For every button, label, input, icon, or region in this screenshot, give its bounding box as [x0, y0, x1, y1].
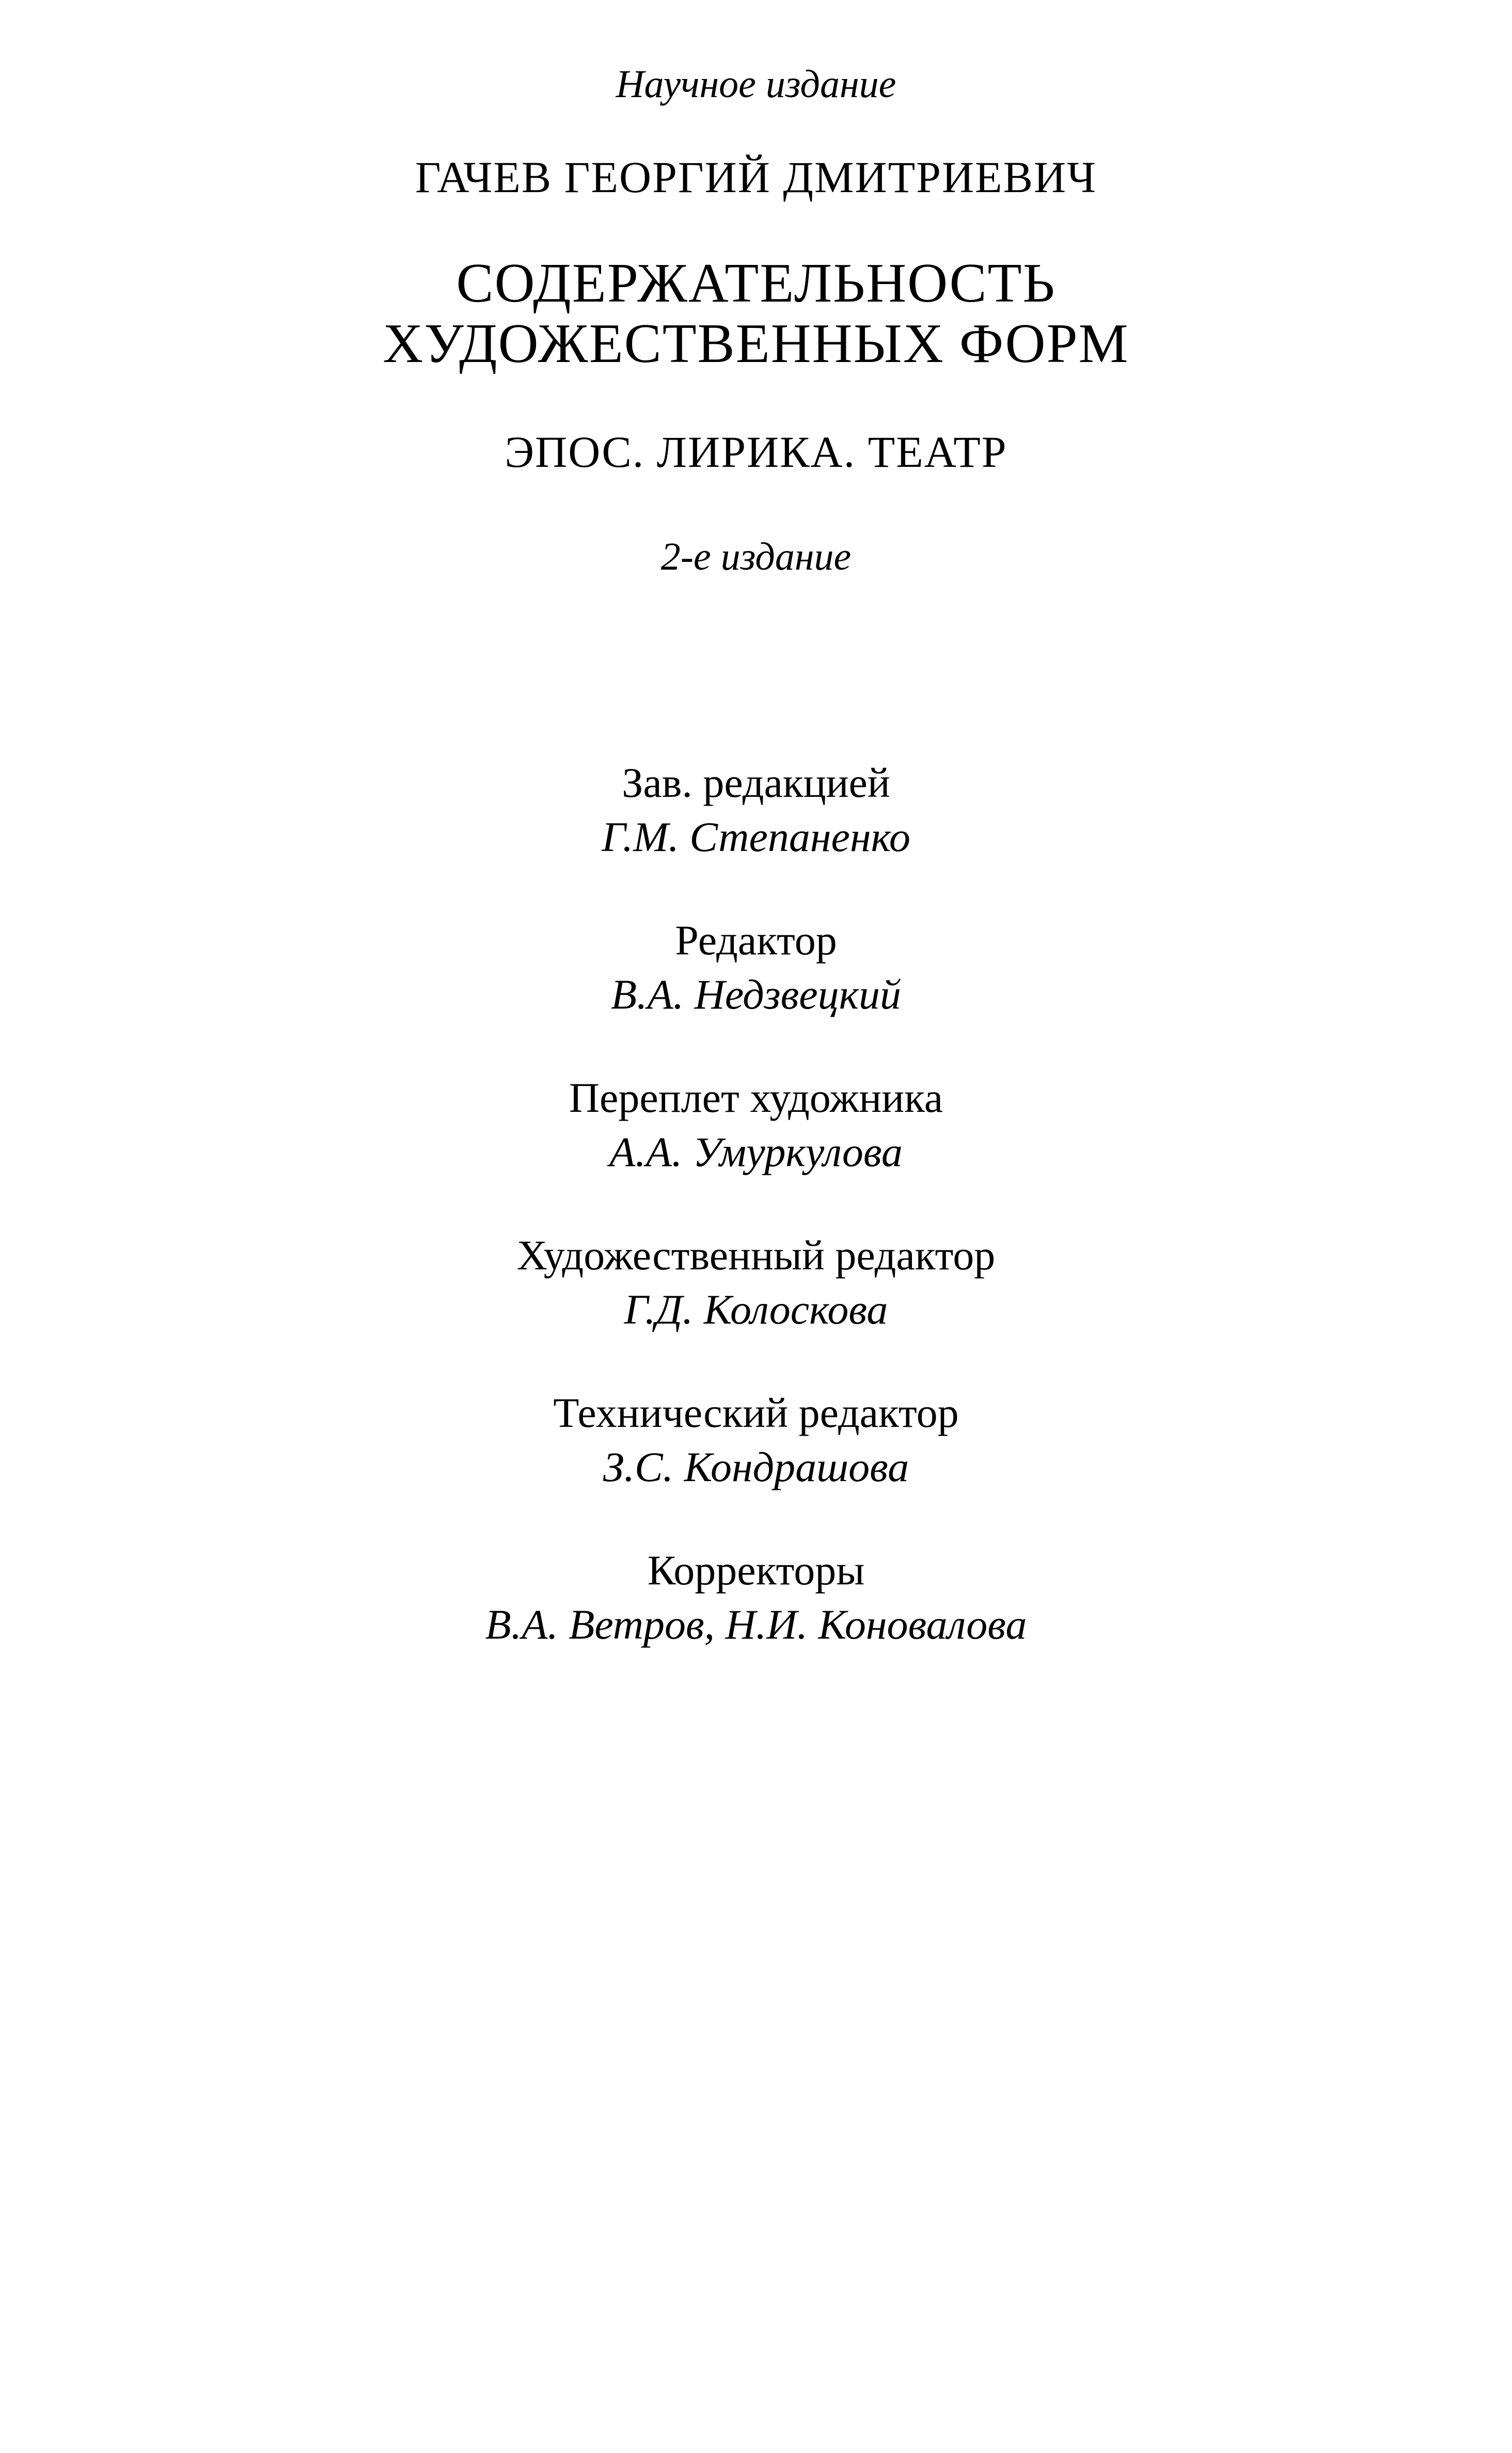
author-name: ГАЧЕВ ГЕОРГИЙ ДМИТРИЕВИЧ: [415, 152, 1097, 202]
credit-name-technical-editor: З.С. Кондрашова: [603, 1443, 909, 1490]
edition-number: 2-е издание: [660, 535, 852, 578]
credit-role-head-editor: Зав. редакцией: [622, 759, 890, 806]
credit-role-technical-editor: Технический редактор: [553, 1389, 959, 1436]
edition-type: Научное издание: [616, 62, 896, 106]
credit-name-editor: В.А. Недзвецкий: [610, 971, 902, 1018]
book-title-line-1: СОДЕРЖАТЕЛЬНОСТЬ: [456, 253, 1056, 314]
book-title-line-2: ХУДОЖЕСТВЕННЫХ ФОРМ: [383, 313, 1129, 374]
credit-name-proofreaders: В.А. Ветров, Н.И. Коновалова: [485, 1601, 1027, 1648]
credit-name-binding-artist: А.А. Умуркулова: [609, 1128, 903, 1175]
book-subtitle: ЭПОС. ЛИРИКА. ТЕАТР: [505, 427, 1007, 477]
credit-name-art-editor: Г.Д. Колоскова: [624, 1286, 888, 1333]
credit-role-editor: Редактор: [675, 917, 837, 964]
credit-role-proofreaders: Корректоры: [647, 1547, 865, 1594]
credit-role-binding-artist: Переплет художника: [569, 1074, 943, 1121]
credit-name-head-editor: Г.М. Степаненко: [602, 813, 910, 860]
credit-role-art-editor: Художественный редактор: [516, 1232, 996, 1279]
